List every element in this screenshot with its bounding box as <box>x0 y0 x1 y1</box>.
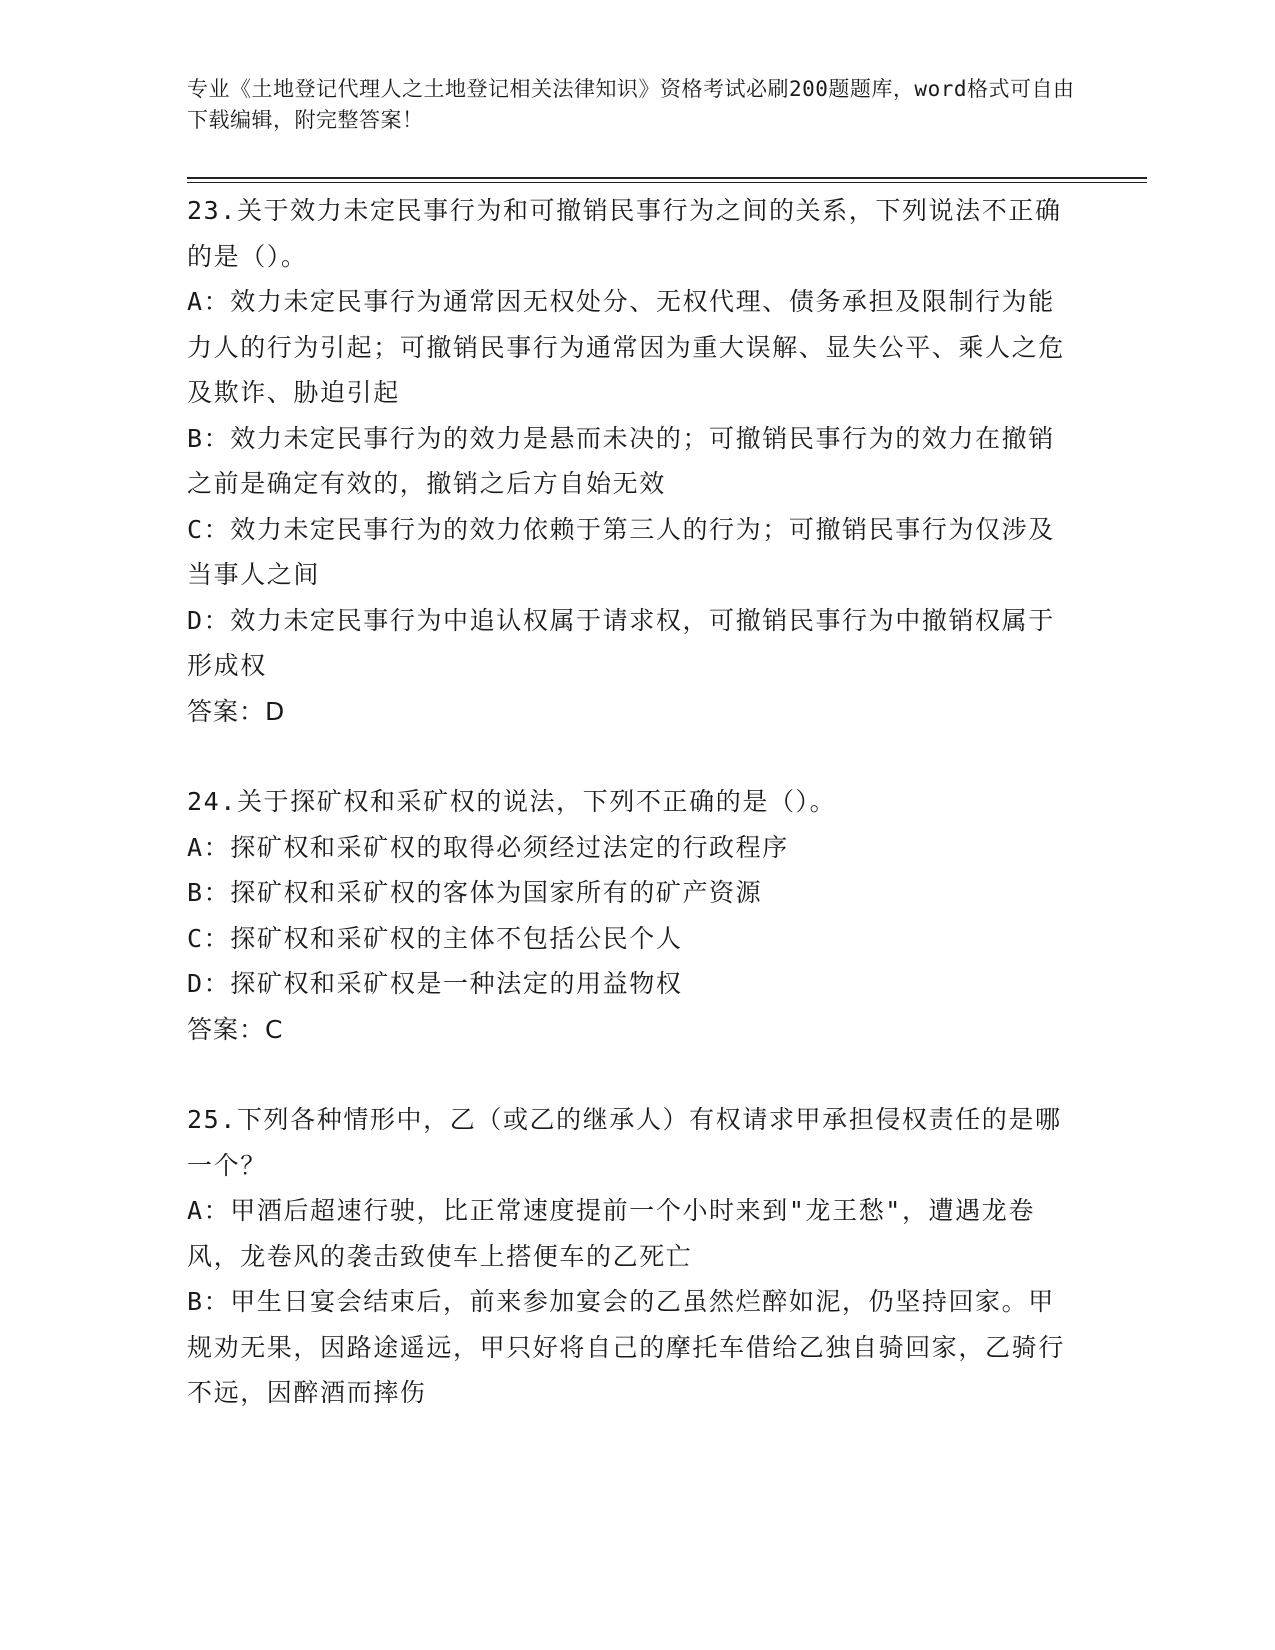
question-stem: 23.关于效力未定民事行为和可撤销民事行为之间的关系，下列说法不正确的是（）。 <box>187 196 1062 271</box>
question-list <box>187 188 1067 1416</box>
question-spacer <box>187 1052 1067 1097</box>
option-a: A：甲酒后超速行驶，比正常速度提前一个小时来到"龙王愁"，遭遇龙卷风，龙卷风的袭击致使车上搭便车的乙死亡 <box>187 1196 1035 1271</box>
header-divider-thick <box>187 177 1147 179</box>
question-23 <box>187 188 1067 734</box>
question-spacer <box>187 734 1067 779</box>
option-c: C：效力未定民事行为的效力依赖于第三人的行为；可撤销民事行为仅涉及当事人之间 <box>187 514 1055 589</box>
answer-line: 答案：D <box>187 696 286 726</box>
option-b: B：甲生日宴会结束后，前来参加宴会的乙虽然烂醉如泥，仍坚持回家。甲规劝无果，因路途遥远，甲只好将自己的摩托车借给乙独自骑回家，乙骑行不远，因醉酒而摔伤 <box>187 1287 1065 1407</box>
option-a: A：效力未定民事行为通常因无权处分、无权代理、债务承担及限制行为能力人的行为引起；可撤销民事行为通常因为重大误解、显失公平、乘人之危及欺诈、胁迫引起 <box>187 287 1065 407</box>
question-stem: 24.关于探矿权和采矿权的说法，下列不正确的是（）。 <box>187 787 837 816</box>
option-b: B：探矿权和采矿权的客体为国家所有的矿产资源 <box>187 878 763 907</box>
answer-line: 答案：C <box>187 1014 284 1044</box>
option-a: A：探矿权和采矿权的取得必须经过法定的行政程序 <box>187 832 789 862</box>
document-header-title: 专业《土地登记代理人之土地登记相关法律知识》资格考试必刷200题题库，word格式可自由下载编辑，附完整答案！ <box>187 77 1075 132</box>
option-d: D：探矿权和采矿权是一种法定的用益物权 <box>187 969 683 998</box>
question-stem: 25.下列各种情形中，乙（或乙的继承人）有权请求甲承担侵权责任的是哪一个？ <box>187 1105 1062 1180</box>
option-b: B：效力未定民事行为的效力是悬而未决的；可撤销民事行为的效力在撤销之前是确定有效的，撤销之后方自始无效 <box>187 423 1055 498</box>
option-d: D：效力未定民事行为中追认权属于请求权，可撤销民事行为中撤销权属于形成权 <box>187 605 1055 680</box>
option-c: C：探矿权和采矿权的主体不包括公民个人 <box>187 923 683 953</box>
question-25 <box>187 1097 1067 1416</box>
header-divider-thin <box>187 182 1147 183</box>
question-24 <box>187 779 1067 1052</box>
